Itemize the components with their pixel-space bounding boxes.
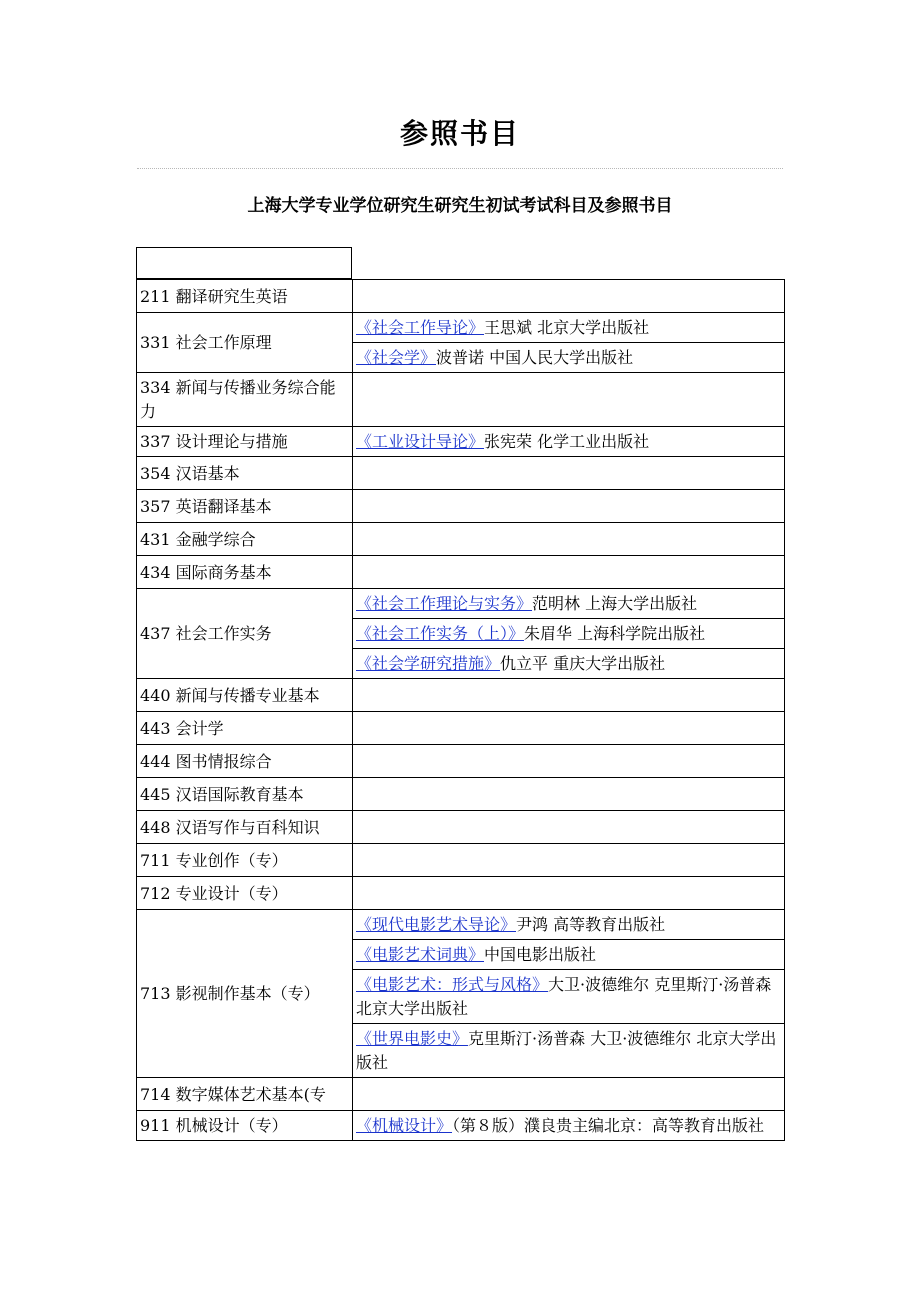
table-row bbox=[137, 1078, 785, 1111]
reference-book-cell bbox=[353, 490, 785, 523]
reference-book-cell bbox=[353, 745, 785, 778]
subject-cell: 445 汉语国际教育基本 bbox=[137, 778, 353, 811]
subject-cell: 711 专业创作（专） bbox=[137, 844, 353, 877]
table-row bbox=[137, 556, 785, 589]
reference-book-cell bbox=[353, 1024, 785, 1078]
book-info: 大卫·波德维尔 克里斯汀·汤普森 北京大学出版社 bbox=[356, 975, 772, 1018]
reference-book-cell bbox=[353, 556, 785, 589]
subject-cell: 337 设计理论与措施 bbox=[137, 427, 353, 457]
book-title-link[interactable]: 《社会工作理论与实务》 bbox=[356, 594, 533, 613]
reference-book-cell bbox=[353, 619, 785, 649]
book-info: 克里斯汀·汤普森 大卫·波德维尔 北京大学出版社 bbox=[356, 1029, 777, 1072]
subject-cell: 713 影视制作基本（专） bbox=[137, 910, 353, 1078]
reference-book-cell bbox=[353, 649, 785, 679]
reference-book-cell bbox=[353, 712, 785, 745]
book-title-link[interactable]: 《世界电影史》 bbox=[356, 1029, 469, 1048]
table-row bbox=[137, 373, 785, 427]
subject-cell: 714 数字媒体艺术基本(专 bbox=[137, 1078, 353, 1111]
reference-book-cell bbox=[353, 844, 785, 877]
reference-book-cell bbox=[353, 523, 785, 556]
reference-book-cell bbox=[353, 910, 785, 940]
table-row bbox=[137, 679, 785, 712]
table-row bbox=[137, 523, 785, 556]
reference-book-cell bbox=[353, 280, 785, 313]
table-row bbox=[137, 877, 785, 910]
book-info: 王思斌 北京大学出版社 bbox=[484, 318, 650, 337]
book-info: 尹鸿 高等教育出版社 bbox=[516, 915, 666, 934]
book-title-link[interactable]: 《社会学》 bbox=[356, 348, 437, 367]
subject-cell: 434 国际商务基本 bbox=[137, 556, 353, 589]
subject-cell: 431 金融学综合 bbox=[137, 523, 353, 556]
table-row bbox=[137, 712, 785, 745]
book-title-link[interactable]: 《机械设计》 bbox=[356, 1116, 453, 1135]
reference-book-cell bbox=[353, 343, 785, 373]
subject-cell: 354 汉语基本 bbox=[137, 457, 353, 490]
book-title-link[interactable]: 《现代电影艺术导论》 bbox=[356, 915, 517, 934]
book-info: 张宪荣 化学工业出版社 bbox=[484, 432, 650, 451]
reference-book-cell bbox=[353, 589, 785, 619]
subject-cell: 448 汉语写作与百科知识 bbox=[137, 811, 353, 844]
book-title-link[interactable]: 《电影艺术：形式与风格》 bbox=[356, 975, 549, 994]
reference-book-cell bbox=[353, 970, 785, 1024]
subject-cell: 211 翻译研究生英语 bbox=[137, 280, 353, 313]
subject-cell: 331 社会工作原理 bbox=[137, 313, 353, 373]
book-title-link[interactable]: 《社会学研究措施》 bbox=[356, 654, 501, 673]
table-row bbox=[137, 844, 785, 877]
subject-cell: 712 专业设计（专） bbox=[137, 877, 353, 910]
subject-cell: 437 社会工作实务 bbox=[137, 589, 353, 679]
table-row bbox=[137, 457, 785, 490]
table-row bbox=[137, 313, 785, 343]
reference-table bbox=[136, 279, 785, 1141]
table-row bbox=[137, 811, 785, 844]
table-row bbox=[137, 778, 785, 811]
reference-book-cell bbox=[353, 1078, 785, 1111]
book-title-link[interactable]: 《电影艺术词典》 bbox=[356, 945, 485, 964]
reference-book-cell bbox=[353, 457, 785, 490]
subject-cell: 357 英语翻译基本 bbox=[137, 490, 353, 523]
subject-cell: 444 图书情报综合 bbox=[137, 745, 353, 778]
book-title-link[interactable]: 《工业设计导论》 bbox=[356, 432, 485, 451]
table-row bbox=[137, 589, 785, 619]
table-row bbox=[137, 427, 785, 457]
reference-book-cell bbox=[353, 313, 785, 343]
book-info: （第８版）濮良贵主编北京：高等教育出版社 bbox=[452, 1116, 765, 1135]
book-info: 范明林 上海大学出版社 bbox=[532, 594, 698, 613]
book-info: 朱眉华 上海科学院出版社 bbox=[524, 624, 706, 643]
reference-book-cell bbox=[353, 679, 785, 712]
subject-cell: 911 机械设计（专） bbox=[137, 1111, 353, 1141]
subject-cell: 443 会计学 bbox=[137, 712, 353, 745]
table-row bbox=[137, 490, 785, 523]
reference-book-cell bbox=[353, 877, 785, 910]
book-title-link[interactable]: 《社会工作导论》 bbox=[356, 318, 485, 337]
subject-cell: 334 新闻与传播业务综合能力 bbox=[137, 373, 353, 427]
reference-book-cell bbox=[353, 373, 785, 427]
reference-book-cell bbox=[353, 1111, 785, 1141]
document-subtitle: 上海大学专业学位研究生研究生初试考试科目及参照书目 bbox=[247, 196, 673, 216]
reference-book-cell bbox=[353, 778, 785, 811]
reference-book-cell bbox=[353, 940, 785, 970]
table-row bbox=[137, 745, 785, 778]
book-info: 波普诺 中国人民大学出版社 bbox=[436, 348, 634, 367]
subject-cell: 440 新闻与传播专业基本 bbox=[137, 679, 353, 712]
reference-book-cell bbox=[353, 811, 785, 844]
book-info: 仇立平 重庆大学出版社 bbox=[500, 654, 666, 673]
book-title-link[interactable]: 《社会工作实务（上）》 bbox=[356, 624, 525, 643]
title-divider bbox=[137, 168, 783, 169]
book-info: 中国电影出版社 bbox=[484, 945, 597, 964]
table-row bbox=[137, 280, 785, 313]
table-row bbox=[137, 910, 785, 940]
reference-book-cell bbox=[353, 427, 785, 457]
table-row bbox=[137, 1111, 785, 1141]
table-header-cell bbox=[136, 247, 352, 279]
page-title: 参照书目 bbox=[399, 117, 520, 150]
